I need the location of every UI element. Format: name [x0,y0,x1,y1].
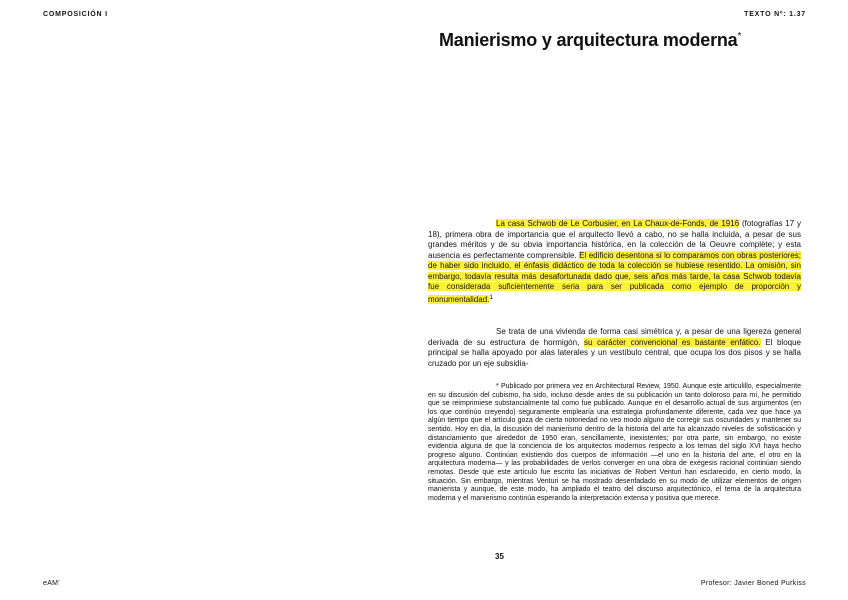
footer-professor: Profesor: Javier Boned Purkiss [700,580,806,587]
footnote [428,383,801,503]
title-footnote-mark: * [737,31,742,42]
footer-logo-text: eAM' [43,580,60,587]
highlight-edificio-desentona: El edificio desentona si lo comparamos con obras posteriores; de haber sido incluido, el énfasis didáctico de toda la colección se hubiese resentido. La omisión, sin embargo, todavía resulta más desafortunada dado que, seis años más tarde, la casa Schwob todavía fue considerada suficientemente seria para ser publicada como ejemplo de proporción y monumentalidad. [428,250,801,305]
paragraph-2 [428,327,801,369]
footnote-text: Publicado por primera vez en Architectural Review, 1950. Aunque este articulillo, especialmente en su discusión del cubismo, ha sido, incluso desde antes de su publicación un tanto doloroso para mí, he permitido que se reimprimiese substancialmente tal como fue publicado. Aunque en el desarrollo actual de sus argumentos (en los que continúo creyendo) seguramente emplearía una estrategia profundamente diferente, cada vez que hace ya algún tiempo que el artículo goza de cierta notoriedad no veo modo alguno de corregir sus oscuridades y mantener su sentido. Hoy en día, la discusión del manierismo dentro de la historia del arte ha alcanzado niveles de sofisticación y distanciamiento que alrededor de 1950 eran, sencillamente, inexistentes; por otra parte, sin embargo, no existe evidencia alguna de que la conciencia de los arquitectos modernos respecto a los temas del siglo XVI haya hecho progreso alguno. Continúan existiendo dos cuerpos de información —el uno en la historia del arte, el otro en la arquitectura moderna— y las probabilidades de verlos converger en una obra de exégesis racional continúan siendo remotas. Desde que este artículo fue escrito las iniciativas de Robert Venturi han esclarecido, en cierto modo, la situación. Sin embargo, mientras Venturi se ha mostrado desenfadado en su modo de utilizar elementos de origen manierista y aunque, de este modo, ha ampliado el teatro del discurso arquitectónico, el tema de la arquitectura moderna y el manierismo continúa esperando la interpretación extensa y positiva que merece. [428,383,801,502]
paragraph-1 [428,219,801,306]
page-number: 35 [495,552,504,561]
footnote-mark: * [496,383,499,390]
title-text: Manierismo y arquitectura moderna [439,30,738,50]
footnote-ref-1: 1 [489,293,494,301]
paragraph-2-text-a: Se trata de una vivienda de forma casi simétrica y, a pesar de una ligereza general derivada de su estructura de hormigón, [428,327,801,347]
highlight-casa-schwob: La casa Schwob de Le Corbusier, en La Chaux-de-Fonds, de 1916 [496,219,740,228]
paragraph-1-text: (fotografías 17 y 18), primera obra de importancia que el arquitecto llevó a cabo, no se halla incluida, a pesar de sus grandes méritos y de su obvia importancia histórica, en la colección de la Oeuvre complète; y esta ausencia es perfectamente comprensible. [428,219,801,260]
highlight-caracter-convencional: su carácter convencional es bastante enfático. [583,337,761,347]
header-text-number: TEXTO Nº: 1.37 [744,11,806,18]
header-course: COMPOSICIÓN I [43,11,108,18]
page-title [439,30,741,51]
paragraph-2-text-c: El bloque principal se halla apoyado por alas laterales y un vestíbulo central, que ocupa los dos pisos y se halla cruzado por un eje subsidia- [428,337,801,368]
